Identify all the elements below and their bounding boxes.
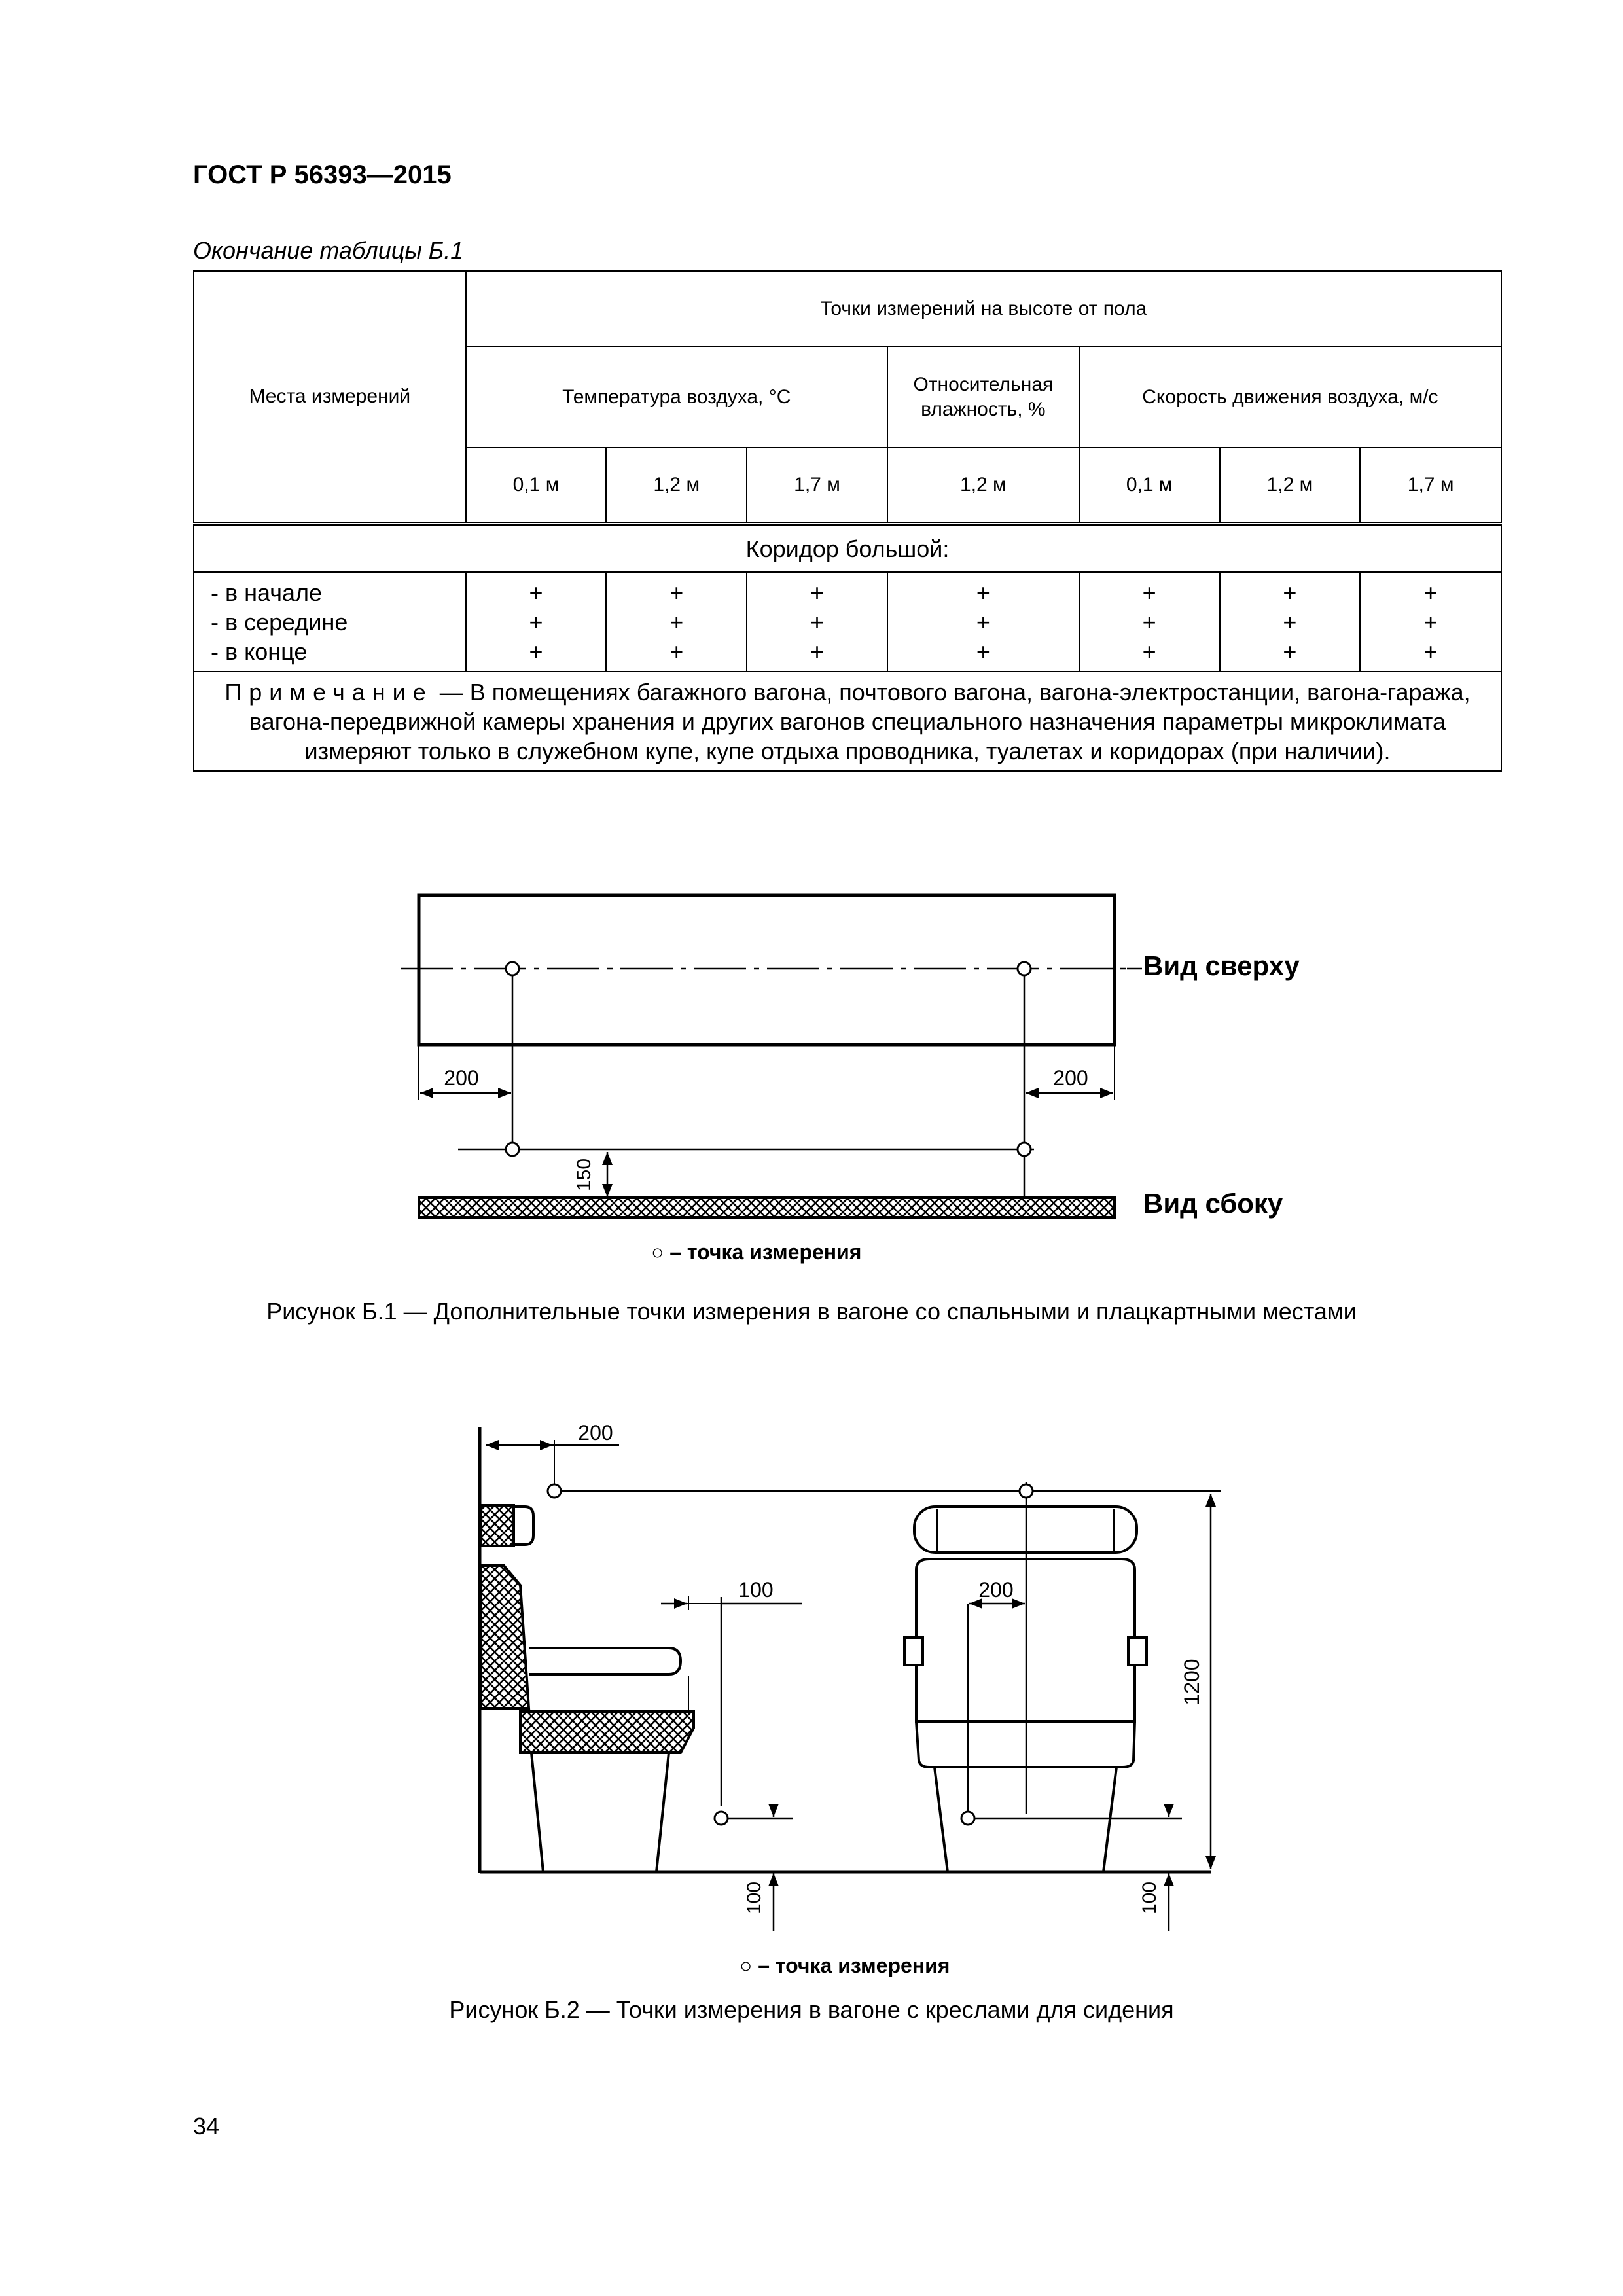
mark-plus: + xyxy=(669,637,684,665)
measure-point-icon xyxy=(1018,962,1031,975)
mark-plus: + xyxy=(529,637,543,665)
document-header: ГОСТ Р 56393—2015 xyxy=(193,160,452,189)
table-caption: Окончание таблицы Б.1 xyxy=(193,237,464,264)
mark-cell xyxy=(1079,572,1220,672)
measurement-table xyxy=(193,270,1502,772)
header-places: Места измерений xyxy=(194,271,466,524)
mark-plus: + xyxy=(1142,608,1156,636)
dim-label-floor-left: 100 xyxy=(743,1881,765,1915)
compartment-top-view xyxy=(419,895,1115,1045)
mark-plus: + xyxy=(669,608,684,636)
mark-plus: + xyxy=(810,579,825,606)
mark-plus: + xyxy=(529,579,543,606)
header-air-speed: Скорость движения воздуха, м/с xyxy=(1079,346,1501,448)
note-text: — В помещениях багажного вагона, почтового вагона, вагона-электростанции, вагона-гаража, вагона-передвижной камеры хранения и других вагонов специального назначения параметры микроклимата измеряют только в служебном купе, купе отдыха проводника, туалетах и коридорах (при наличии). xyxy=(249,678,1471,764)
header-group: Точки измерений на высоте от пола xyxy=(466,271,1501,346)
armrest-left-front xyxy=(904,1638,923,1665)
armrest xyxy=(529,1648,681,1674)
dim-label-right: 200 xyxy=(1053,1066,1088,1090)
mark-plus: + xyxy=(976,637,990,665)
figure-2-caption: Рисунок Б.2 — Точки измерения в вагоне с креслами для сидения xyxy=(449,1996,1174,2023)
mark-plus: + xyxy=(1283,579,1297,606)
table-note xyxy=(194,672,1501,771)
height-cell: 1,2 м xyxy=(606,448,747,524)
measure-point-icon xyxy=(1020,1484,1033,1498)
height-cell: 0,1 м xyxy=(1079,448,1220,524)
measure-point-icon xyxy=(961,1812,974,1825)
measure-point-icon xyxy=(1018,1143,1031,1156)
dim-label-top: 200 xyxy=(578,1421,613,1444)
mark-cell xyxy=(466,572,607,672)
seat-legs xyxy=(531,1753,669,1872)
measure-point-icon xyxy=(506,1143,519,1156)
page-number: 34 xyxy=(193,2113,220,2140)
mark-plus: + xyxy=(1142,637,1156,665)
mark-plus: + xyxy=(529,608,543,636)
mark-cell xyxy=(887,572,1079,672)
header-humidity: Относительная влажность, % xyxy=(887,346,1079,448)
seat-back xyxy=(481,1566,529,1708)
figure-1-drawing xyxy=(0,864,1623,1283)
note-prefix: Примечание xyxy=(224,678,433,706)
dim-label-height: 150 xyxy=(573,1158,595,1192)
mark-plus: + xyxy=(1423,579,1438,606)
height-cell: 1,7 м xyxy=(1360,448,1501,524)
height-cell: 0,1 м xyxy=(466,448,607,524)
mark-plus: + xyxy=(976,608,990,636)
dim-label-center: 200 xyxy=(978,1578,1014,1602)
label-view-top: Вид сверху xyxy=(1143,950,1300,981)
seat-cushion xyxy=(520,1712,694,1753)
mark-plus: + xyxy=(976,579,990,606)
mark-plus: + xyxy=(669,579,684,606)
mark-cell xyxy=(1360,572,1501,672)
height-cell: 1,2 м xyxy=(887,448,1079,524)
mark-plus: + xyxy=(810,637,825,665)
height-cell: 1,7 м xyxy=(747,448,887,524)
place-item: - в начале xyxy=(211,579,323,606)
section-title: Коридор большой: xyxy=(194,524,1501,572)
places-list xyxy=(194,572,466,672)
floor-side-view xyxy=(419,1198,1115,1217)
dim-label-left: 200 xyxy=(444,1066,479,1090)
dim-label-floor-right: 100 xyxy=(1139,1881,1160,1915)
mark-plus: + xyxy=(1142,579,1156,606)
measure-point-icon xyxy=(548,1484,561,1498)
figure-1-caption: Рисунок Б.1 — Дополнительные точки измерения в вагоне со спальными и плацкартными местами xyxy=(266,1298,1357,1325)
measure-point-icon xyxy=(715,1812,728,1825)
label-view-side: Вид сбоку xyxy=(1143,1188,1283,1219)
header-temperature: Температура воздуха, °С xyxy=(466,346,887,448)
figure-1-legend: ○ – точка измерения xyxy=(651,1240,862,1264)
figure-2-legend: ○ – точка измерения xyxy=(740,1954,950,1977)
place-item: - в середине xyxy=(211,608,348,636)
mark-cell xyxy=(747,572,887,672)
figure-2-drawing xyxy=(0,1414,1623,1970)
mark-cell xyxy=(1220,572,1361,672)
dim-label-1200: 1200 xyxy=(1180,1659,1204,1706)
height-cell: 1,2 м xyxy=(1220,448,1361,524)
mark-plus: + xyxy=(1423,637,1438,665)
dim-label-armrest: 100 xyxy=(738,1578,774,1602)
armrest-right-front xyxy=(1128,1638,1147,1665)
mark-cell xyxy=(606,572,747,672)
mark-plus: + xyxy=(1283,608,1297,636)
place-item: - в конце xyxy=(211,637,308,665)
headrest xyxy=(514,1507,533,1545)
mark-plus: + xyxy=(810,608,825,636)
measure-point-icon xyxy=(506,962,519,975)
mark-plus: + xyxy=(1423,608,1438,636)
mark-plus: + xyxy=(1283,637,1297,665)
